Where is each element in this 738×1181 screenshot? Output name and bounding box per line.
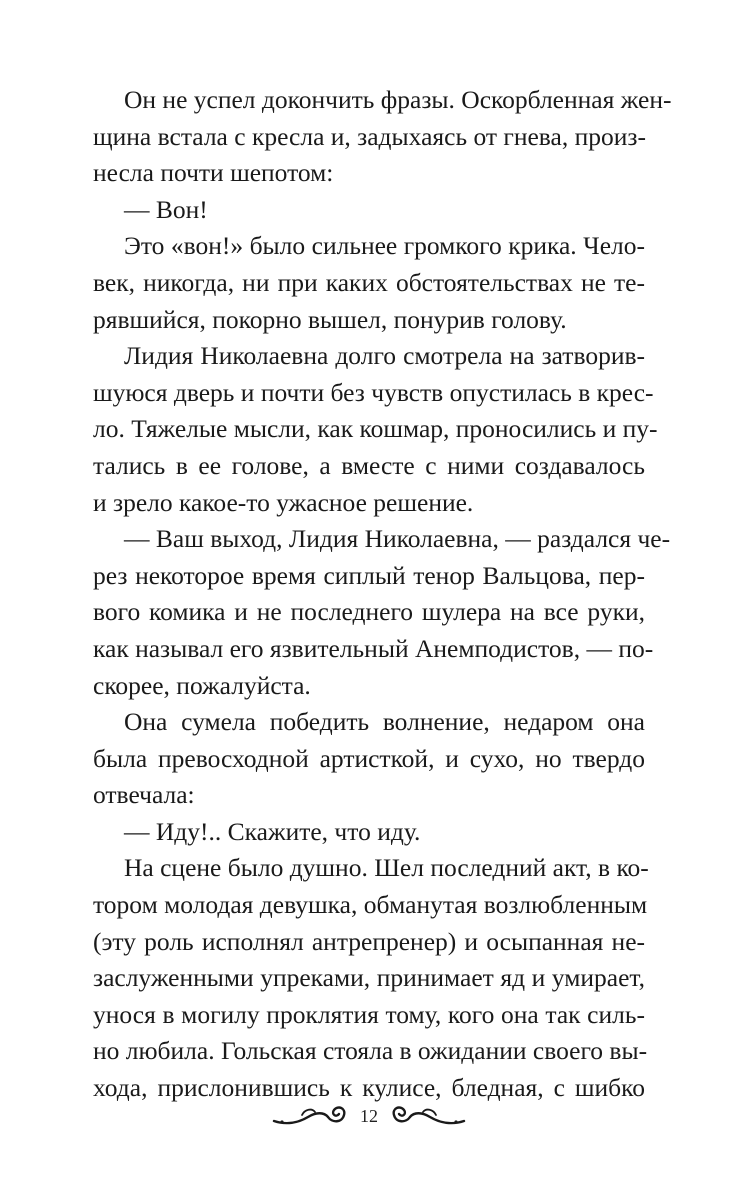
text-line: шуюся дверь и почти без чувств опустилась в крес- <box>93 377 654 407</box>
paragraph <box>93 814 645 851</box>
paragraph <box>93 338 658 521</box>
paragraph <box>93 82 672 192</box>
text-line: но любила. Гольская стояла в ожидании своего вы- <box>93 1036 648 1066</box>
text-line: и зрело какое-то ужасное решение. <box>93 487 474 517</box>
paragraph <box>93 521 671 704</box>
text-line: Лидия Николаевна долго смотрела на затворив- <box>124 341 645 371</box>
text-line: На сцене было душно. Шел последний акт, в ко- <box>124 853 649 883</box>
page-footer <box>0 1096 738 1136</box>
scroll-ornament-left-icon <box>272 1103 350 1129</box>
text-line: Она сумела победить волнение, недаром она <box>124 707 645 737</box>
text-line: век, никогда, ни при каких обстоятельствах не те- <box>93 267 645 297</box>
text-line: рез некоторое время сиплый тенор Вальцова, пер- <box>93 560 645 590</box>
text-line: (эту роль исполнял антрепренер) и осыпанная не- <box>93 926 645 956</box>
text-line: — Ваш выход, Лидия Николаевна, — раздался че- <box>124 524 671 554</box>
paragraph <box>93 228 645 338</box>
paragraph <box>93 850 649 1106</box>
text-line: ло. Тяжелые мысли, как кошмар, проносились и пу- <box>93 414 658 444</box>
text-line: Это «вон!» было сильнее громкого крика. Чело- <box>124 231 645 261</box>
paragraph <box>93 192 645 229</box>
text-line: хода, прислонившись к кулисе, бледная, с шибко <box>93 1073 645 1103</box>
page-body <box>93 82 672 1107</box>
text-line: несла почти шепотом: <box>93 158 334 188</box>
text-line: унося в могилу проклятия тому, кого она так силь- <box>93 999 645 1029</box>
text-line: была превосходной артисткой, и сухо, но твердо <box>93 743 645 773</box>
text-line: как называл его язвительный Анемподистов, — по- <box>93 633 654 663</box>
scroll-ornament-right-icon <box>388 1103 466 1129</box>
text-line: — Вон! <box>124 194 208 224</box>
paragraph <box>93 704 645 814</box>
text-line: тором молодая девушка, обманутая возлюбленным <box>93 890 648 920</box>
text-line: щина встала с кресла и, задыхаясь от гнева, произ- <box>93 121 646 151</box>
page-number: 12 <box>360 1105 378 1126</box>
text-line: скорее, пожалуйста. <box>93 670 311 700</box>
text-line: отвечала: <box>93 780 195 810</box>
text-line: рявшийся, покорно вышел, понурив голову. <box>93 304 567 334</box>
text-line: вого комика и не последнего шулера на все руки, <box>93 597 645 627</box>
text-line: Он не успел докончить фразы. Оскорбленная жен- <box>124 85 672 114</box>
text-line: тались в ее голове, а вместе с ними создавалось <box>93 450 645 480</box>
text-line: — Иду!.. Скажите, что иду. <box>124 816 421 846</box>
text-line: заслуженными упреками, принимает яд и умирает, <box>93 963 645 993</box>
